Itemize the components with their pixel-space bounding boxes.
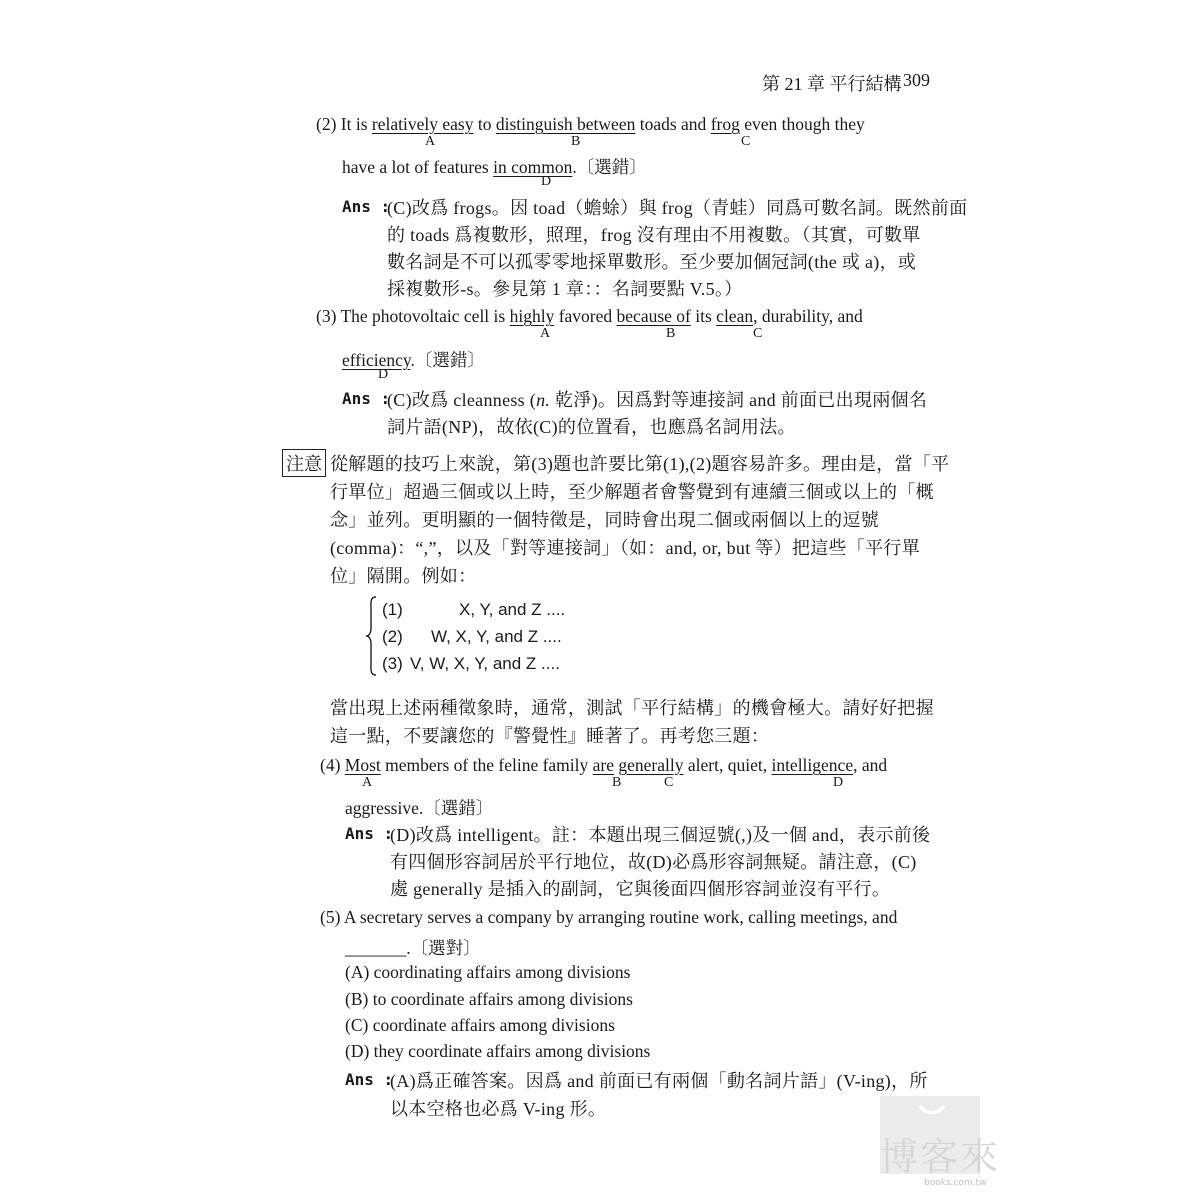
answer-label: Ans : [342, 197, 391, 216]
letter-d: D [833, 775, 844, 790]
question-5-line-1: (5) A secretary serves a company by arranging routine work, calling meetings, and [320, 907, 898, 927]
letter-c: C [753, 326, 763, 341]
letter-c: C [741, 134, 751, 149]
answer-line: 處 generally 是插入的副詞，它與後面四個形容詞並沒有平行。 [390, 879, 891, 899]
example-number: (2) [382, 627, 403, 646]
note-line: (comma)：“,”，以及「對等連接詞」（如：and, or, but 等）把這些「平行單 [330, 538, 921, 558]
example-text: V, W, X, Y, and Z .... [410, 654, 560, 673]
letter-b: B [571, 134, 581, 149]
choice-d: (D) they coordinate affairs among divisions [345, 1041, 651, 1061]
example-number: (1) [382, 600, 403, 619]
example-text: W, X, Y, and Z .... [431, 627, 562, 646]
note-line: 念」並列。更明顯的一個特徵是，同時會出現二個或兩個以上的逗號 [330, 510, 879, 530]
choice-b: (B) to coordinate affairs among divisions [345, 989, 633, 1009]
chapter-title: 第 21 章 平行結構 [762, 74, 902, 94]
note-line: 行單位」超過三個或以上時，至少解題者會警覺到有連續三個或以上的「概 [330, 482, 934, 502]
question-2-line-2: have a lot of features in common.〔選錯〕 [342, 157, 647, 177]
question-4-line-1: (4) Most members of the feline family are generally alert, quiet, intelligence, and [320, 755, 888, 775]
option-d-underline: intelligence [771, 755, 854, 775]
option-c-underline: generally [618, 755, 684, 775]
answer-label: Ans : [345, 1070, 394, 1089]
curly-brace-icon [365, 596, 377, 676]
answer-line: (C)改爲 cleanness (n. 乾淨)。因爲對等連接詞 and 前面已出現兩個名 [387, 390, 928, 410]
question-3-line-2: efficiency.〔選錯〕 [342, 350, 485, 370]
letter-a: A [362, 775, 373, 790]
question-2-line-1: (2) It is relatively easy to distinguish between toads and frog even though they [316, 114, 865, 134]
question-number: (5) [320, 907, 344, 927]
answer-line: (C)改爲 frogs。因 toad（蟾蜍）與 frog（青蛙）同爲可數名詞。既然前面 [387, 198, 968, 218]
answer-line: (A)爲正確答案。因爲 and 前面已有兩個「動名詞片語」(V-ing)，所 [390, 1071, 928, 1091]
question-number: (2) [316, 114, 341, 134]
answer-blank: _______ [345, 938, 407, 958]
answer-line: 採複數形-s。參見第 1 章：：名詞要點 V.5。） [387, 279, 743, 299]
answer-line: 詞片語(NP)，故依(C)的位置看，也應爲名詞用法。 [387, 417, 796, 437]
note-line: 這一點，不要讓您的『警覺性』睡著了。再考您三題： [330, 726, 770, 746]
letter-a: A [425, 134, 436, 149]
question-number: (4) [320, 755, 345, 775]
option-a-underline: Most [344, 755, 381, 775]
note-line: 位」隔開。例如： [330, 566, 477, 586]
answer-line: 的 toads 爲複數形，照理，frog 沒有理由不用複數。（其實，可數單 [387, 225, 921, 245]
option-c-underline: clean [716, 306, 754, 326]
choice-a: (A) coordinating affairs among divisions [345, 962, 631, 982]
letter-d: D [378, 367, 389, 382]
letter-b: B [612, 775, 622, 790]
option-b-underline: because of [616, 306, 691, 326]
page-number: 309 [903, 70, 930, 90]
answer-line: 數名詞是不可以孤零零地採單數形。至少要加個冠詞(the 或 a)，或 [387, 252, 917, 272]
question-number: (3) [316, 306, 341, 326]
note-line: 當出現上述兩種徵象時，通常，測試「平行結構」的機會極大。請好好把握 [330, 698, 934, 718]
option-b-underline: distinguish between [495, 114, 636, 134]
letter-a: A [540, 326, 551, 341]
answer-line: 以本空格也必爲 V-ing 形。 [390, 1099, 607, 1119]
option-a-underline: highly [509, 306, 555, 326]
letter-b: B [666, 326, 676, 341]
watermark-text: 博客來 [880, 1135, 1001, 1179]
choice-c: (C) coordinate affairs among divisions [345, 1015, 615, 1035]
option-d-underline: efficiency [342, 350, 411, 370]
example-text: X, Y, and Z .... [459, 600, 566, 619]
option-a-underline: relatively easy [371, 114, 474, 134]
answer-line: 有四個形容詞居於平行地位，故(D)必爲形容詞無疑。請注意，(C) [390, 852, 917, 872]
question-5-line-2: _______.〔選對〕 [345, 938, 481, 958]
answer-label: Ans : [345, 824, 394, 843]
option-d-underline: in common [493, 157, 573, 177]
letter-d: D [541, 174, 552, 189]
note-label-box: 注意 [282, 449, 326, 477]
watermark-url: books.com.tw [924, 1178, 987, 1188]
note-line: 從解題的技巧上來說，第(3)題也許要比第(1),(2)題容易許多。理由是，當「平 [330, 454, 950, 474]
example-number: (3) [382, 654, 403, 673]
option-b-underline: are [592, 755, 615, 775]
question-4-line-2: aggressive.〔選錯〕 [345, 798, 494, 818]
answer-label: Ans : [342, 389, 391, 408]
letter-c: C [664, 775, 674, 790]
answer-line: (D)改爲 intelligent。註：本題出現三個逗號(,)及一個 and，表示前後 [390, 825, 931, 845]
question-3-line-1: (3) The photovoltaic cell is highly favored because of its clean, durability, and [316, 306, 863, 326]
option-c-underline: frog [710, 114, 740, 134]
